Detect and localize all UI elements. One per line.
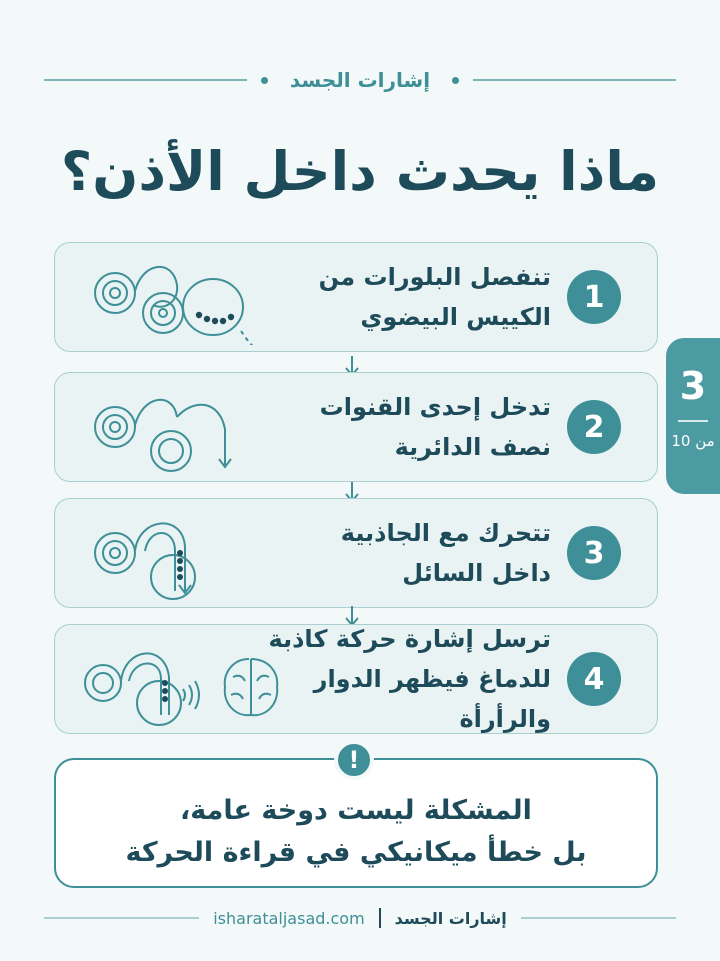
footer-line-left — [44, 917, 199, 919]
step-text-4 — [251, 619, 551, 739]
step-text-2 — [271, 387, 551, 467]
step-line: تنفصل البلورات من — [318, 263, 551, 291]
footer-brand: إشارات الجسد — [394, 908, 507, 928]
step-line: ترسل إشارة حركة كاذبة — [268, 625, 551, 653]
step-line: نصف الدائرية — [394, 433, 551, 461]
step-number-badge: 4 — [567, 652, 621, 706]
page-title: ماذا يحدث داخل الأذن؟ — [60, 140, 660, 203]
footer-line-right — [521, 917, 676, 919]
header-line-left — [44, 79, 247, 81]
step-card-3 — [54, 498, 658, 608]
step-line: داخل السائل — [402, 559, 551, 587]
alert-line: المشكلة ليست دوخة عامة، — [180, 795, 532, 826]
step-number-badge: 1 — [567, 270, 621, 324]
header-brand-bar — [44, 62, 676, 98]
step-number-badge: 2 — [567, 400, 621, 454]
footer-separator — [379, 908, 381, 928]
footer-url: isharataljasad.com — [213, 908, 365, 928]
page-divider — [678, 420, 708, 422]
exclamation-icon: ! — [334, 740, 374, 780]
header-brand-name: إشارات الجسد — [289, 68, 431, 92]
step-line: الكييس البيضوي — [360, 303, 551, 331]
step-line: تتحرك مع الجاذبية — [340, 519, 551, 547]
header-dot-right — [452, 77, 459, 84]
step-line: تدخل إحدى القنوات — [319, 393, 551, 421]
step-card-4 — [54, 624, 658, 734]
header-dot-left — [261, 77, 268, 84]
step-card-1 — [54, 242, 658, 352]
step-number-badge: 3 — [567, 526, 621, 580]
footer — [44, 902, 676, 934]
step-card-2 — [54, 372, 658, 482]
alert-text — [56, 790, 656, 874]
page-indicator — [666, 338, 720, 494]
step-text-3 — [271, 513, 551, 593]
page-current: 3 — [679, 364, 707, 408]
alert-line: بل خطأ ميكانيكي في قراءة الحركة — [125, 837, 587, 868]
header-line-right — [473, 79, 676, 81]
page-total: من 10 — [671, 431, 715, 450]
step-text-1 — [271, 257, 551, 337]
step-line: للدماغ فيظهر الدوار والرأرأة — [313, 665, 551, 733]
